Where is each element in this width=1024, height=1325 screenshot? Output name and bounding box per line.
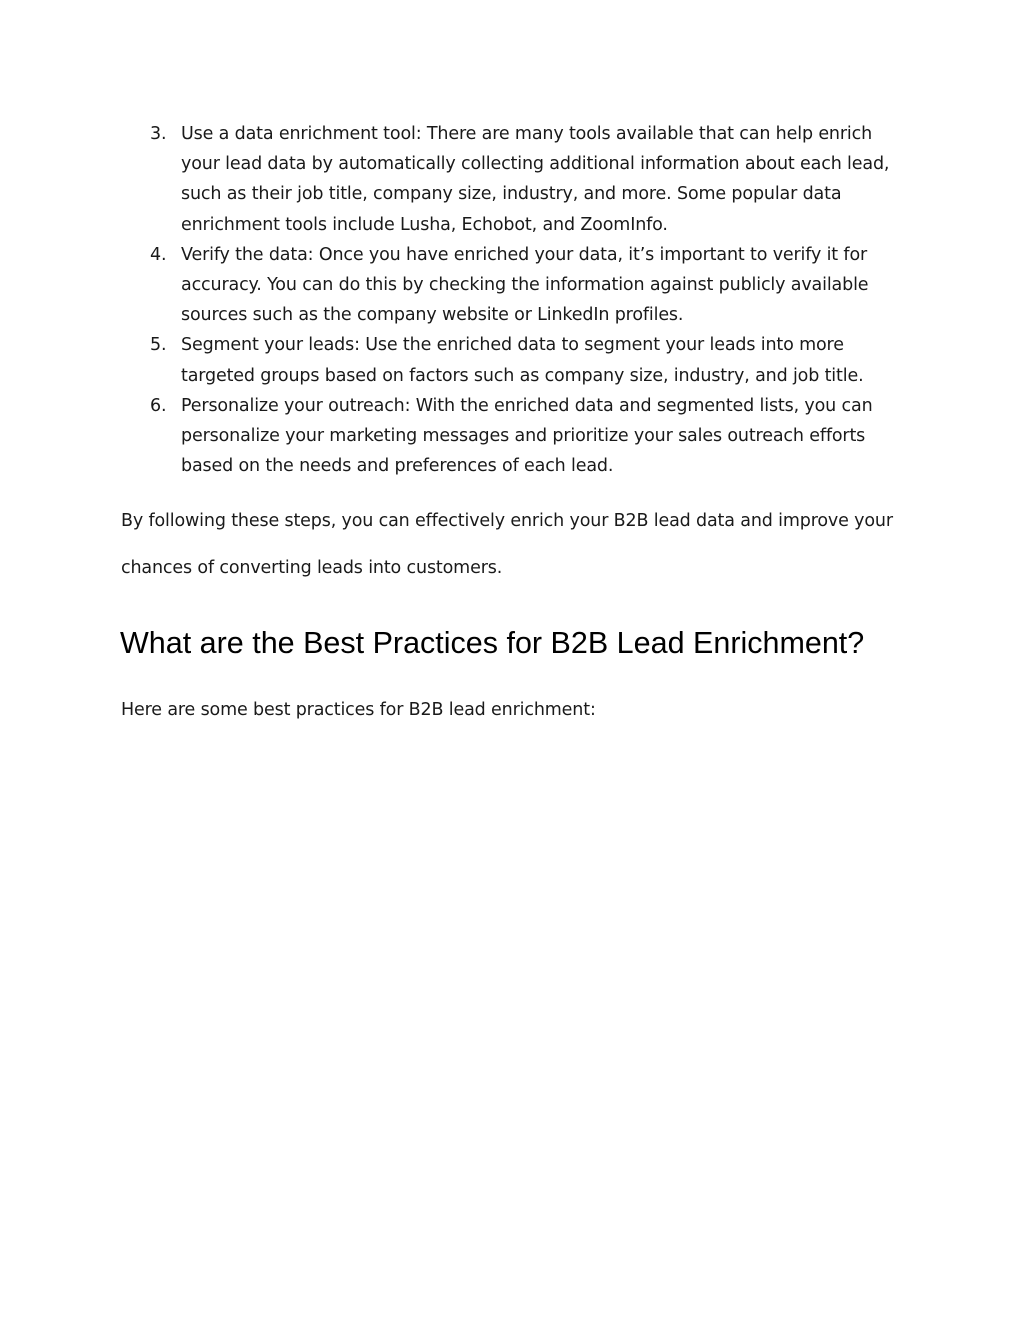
- list-item: [150, 330, 890, 390]
- list-item: [150, 240, 890, 331]
- list-item-text: Use a data enrichment tool: There are many tools available that can help enrich your lead data by automatically collecting additional information about each lead, such as their job title, company size, industry, and more. Some popular data enrichment tools include Lusha, Echobot, and ZoomInfo.: [181, 124, 890, 235]
- list-item-number: 5.: [150, 335, 167, 356]
- section-heading: What are the Best Practices for B2B Lead Enrichment?: [120, 626, 865, 660]
- conclusion-paragraph: By following these steps, you can effectively enrich your B2B lead data and improve your chances of converting leads into customers.: [121, 511, 893, 578]
- list-item-text: Personalize your outreach: With the enriched data and segmented lists, you can personalize your marketing messages and prioritize your sales outreach efforts based on the needs and preferences of each lead.: [181, 395, 873, 477]
- section-intro-paragraph: Here are some best practices for B2B lead enrichment:: [121, 700, 596, 720]
- list-item: [150, 391, 890, 482]
- steps-list: [150, 119, 890, 481]
- list-item-text: Verify the data: Once you have enriched your data, it’s important to verify it for accuracy. You can do this by checking the information against publicly available sources such as the company website or LinkedIn profiles.: [181, 244, 869, 326]
- list-item-number: 6.: [150, 395, 167, 416]
- list-item-number: 4.: [150, 244, 167, 265]
- list-item-number: 3.: [150, 124, 167, 144]
- list-item: [150, 119, 890, 240]
- list-item-text: Segment your leads: Use the enriched data to segment your leads into more targeted groups based on factors such as company size, industry, and job title.: [181, 335, 864, 386]
